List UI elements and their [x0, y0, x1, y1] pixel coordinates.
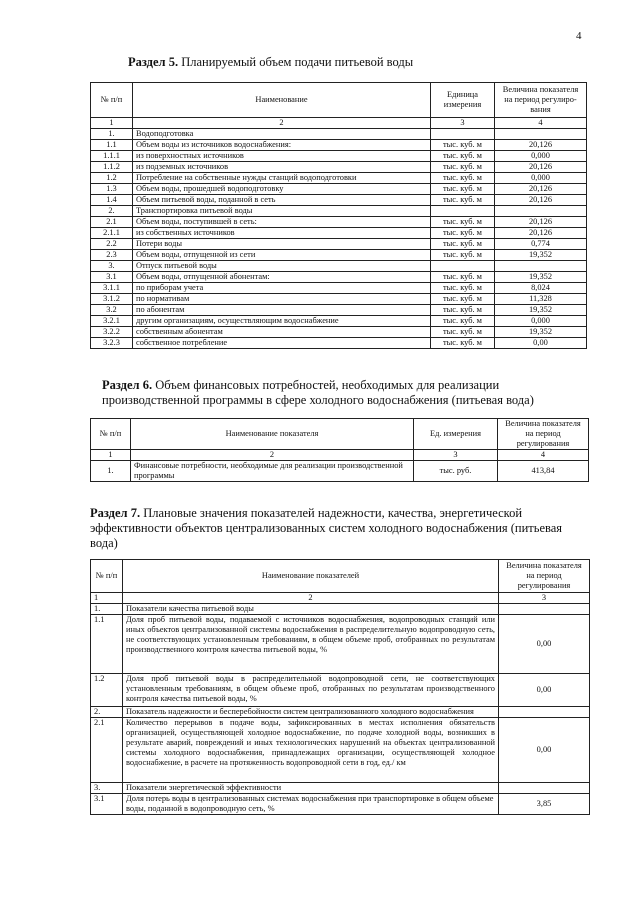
table-row	[91, 283, 587, 294]
row-name: Показатель надежности и бесперебойности систем централизованного холодного водоснабжения	[123, 707, 499, 718]
row-unit: тыс. куб. м	[431, 338, 495, 349]
row-unit: тыс. куб. м	[431, 140, 495, 151]
row-number: 2.1	[91, 217, 133, 228]
table-row	[91, 261, 587, 272]
row-value: 19,352	[495, 305, 587, 316]
column-number: 4	[495, 118, 587, 129]
row-unit: тыс. куб. м	[431, 228, 495, 239]
row-unit: тыс. руб.	[414, 461, 498, 482]
row-name: по нормативам	[133, 294, 431, 305]
row-name: Финансовые потребности, необходимые для реализации производственной программы	[131, 461, 414, 482]
row-number: 3.	[91, 783, 123, 794]
table-row	[91, 140, 587, 151]
row-unit: тыс. куб. м	[431, 195, 495, 206]
table-row	[91, 294, 587, 305]
row-value: 19,352	[495, 250, 587, 261]
column-number: 1	[91, 118, 133, 129]
row-name: Доля проб питьевой воды, подаваемой с источников водоснабжения, водопроводных станций или иных объектов централизованной системы водоснабжения в распределительную водопроводную сеть, не соответствующих установленным требованиям, в общем объеме проб, отобранных по результатам производственного контроля качества питьевой воды, %	[123, 615, 499, 674]
row-value: 20,126	[495, 217, 587, 228]
row-value: 19,352	[495, 272, 587, 283]
row-value: 0,00	[499, 615, 590, 674]
row-number: 2.2	[91, 239, 133, 250]
table-row	[91, 129, 587, 140]
row-name: Показатели качества питьевой воды	[123, 604, 499, 615]
row-name: Объем воды из источников водоснабжения:	[133, 140, 431, 151]
column-number: 2	[123, 593, 499, 604]
row-unit: тыс. куб. м	[431, 283, 495, 294]
section-5-rows	[91, 129, 587, 349]
row-number: 3.2.2	[91, 327, 133, 338]
row-name: Объем воды, отпущенной абонентам:	[133, 272, 431, 283]
column-number: 3	[431, 118, 495, 129]
row-number: 2.1	[91, 718, 123, 783]
row-unit: тыс. куб. м	[431, 250, 495, 261]
table-row	[91, 305, 587, 316]
table-header: Наименование показателей	[123, 560, 499, 593]
table-row	[91, 604, 590, 615]
table-row	[91, 316, 587, 327]
row-unit: тыс. куб. м	[431, 217, 495, 228]
section-7-label: Раздел 7.	[90, 506, 141, 520]
row-value: 20,126	[495, 162, 587, 173]
row-number: 3.1.1	[91, 283, 133, 294]
row-value: 11,328	[495, 294, 587, 305]
row-value	[495, 206, 587, 217]
row-unit: тыс. куб. м	[431, 316, 495, 327]
section-6-title-text: Объем финансовых потребностей, необходимых для реализации производственной программы в сфере холодного водоснабжения (питьевая вода)	[102, 378, 534, 407]
table-header: Величина показателя на период регулирования	[499, 560, 590, 593]
row-unit: тыс. куб. м	[431, 162, 495, 173]
row-number: 3.1	[91, 272, 133, 283]
row-number: 1.1	[91, 140, 133, 151]
row-number: 1.1.1	[91, 151, 133, 162]
row-number: 2.	[91, 206, 133, 217]
page-number: 4	[576, 30, 582, 42]
row-name: Потери воды	[133, 239, 431, 250]
row-unit: тыс. куб. м	[431, 272, 495, 283]
row-number: 1.1	[91, 615, 123, 674]
row-number: 1.	[91, 461, 131, 482]
row-value: 0,00	[499, 718, 590, 783]
row-number: 1.1.2	[91, 162, 133, 173]
row-name: Объем питьевой воды, поданной в сеть	[133, 195, 431, 206]
row-number: 1.3	[91, 184, 133, 195]
row-value: 413,84	[498, 461, 589, 482]
row-unit	[431, 129, 495, 140]
row-value	[499, 604, 590, 615]
row-number: 3.1	[91, 794, 123, 815]
row-unit: тыс. куб. м	[431, 184, 495, 195]
section-6-table	[90, 418, 589, 482]
row-name: Количество перерывов в подаче воды, зафиксированных в местах исполнения обязательств организацией, осуществляющей холодное водоснабжение, по подаче холодной воды, возникших в результате аварий, повреждений и иных технологических нарушений на объектах централизованной системы холодного водоснабжения, принадлежащих организации, осуществляющей холодное водоснабжение, в расчете на протяженность водопроводной сети в год, ед./ км	[123, 718, 499, 783]
row-name: Отпуск питьевой воды	[133, 261, 431, 272]
row-name: Потребление на собственные нужды станций водоподготовки	[133, 173, 431, 184]
row-number: 3.2.1	[91, 316, 133, 327]
row-number: 1.	[91, 604, 123, 615]
row-value	[495, 261, 587, 272]
row-value: 3,85	[499, 794, 590, 815]
row-value: 0,774	[495, 239, 587, 250]
section-6-title	[102, 378, 590, 408]
table-row	[91, 151, 587, 162]
table-row	[91, 162, 587, 173]
row-value: 20,126	[495, 195, 587, 206]
section-7-table	[90, 559, 590, 815]
section-5-table	[90, 82, 587, 349]
row-name: из собственных источников	[133, 228, 431, 239]
row-number: 1.2	[91, 674, 123, 707]
section-7-title-text: Плановые значения показателей надежности, качества, энергетической эффективности объектов централизованных систем холодного водоснабжения (питьевая вода)	[90, 506, 563, 550]
row-name: собственное потребление	[133, 338, 431, 349]
row-name: Объем воды, поступившей в сеть:	[133, 217, 431, 228]
row-name: Доля потерь воды в централизованных системах водоснабжения при транспортировке в общем объеме воды, поданной в водопроводную сеть, %	[123, 794, 499, 815]
row-number: 1.4	[91, 195, 133, 206]
row-unit: тыс. куб. м	[431, 239, 495, 250]
row-value: 8,024	[495, 283, 587, 294]
row-number: 2.3	[91, 250, 133, 261]
table-row	[91, 338, 587, 349]
row-number: 2.1.1	[91, 228, 133, 239]
row-unit: тыс. куб. м	[431, 305, 495, 316]
table-row	[91, 228, 587, 239]
row-name: по приборам учета	[133, 283, 431, 294]
table-header: Наименование	[133, 83, 431, 118]
table-header: № п/п	[91, 560, 123, 593]
row-value	[499, 707, 590, 718]
table-row	[91, 794, 590, 815]
row-unit: тыс. куб. м	[431, 151, 495, 162]
section-7-title	[90, 506, 590, 551]
table-header: Величина показателя на период регулирования	[498, 419, 589, 450]
table-header: Ед. измерения	[414, 419, 498, 450]
row-unit	[431, 261, 495, 272]
row-name: собственным абонентам	[133, 327, 431, 338]
row-value	[499, 783, 590, 794]
section-5-title-text: Планируемый объем подачи питьевой воды	[178, 55, 414, 69]
table-row	[91, 250, 587, 261]
row-name: Водоподготовка	[133, 129, 431, 140]
column-number: 1	[91, 593, 123, 604]
row-unit	[431, 206, 495, 217]
row-unit: тыс. куб. м	[431, 327, 495, 338]
column-number: 2	[131, 450, 414, 461]
column-number: 1	[91, 450, 131, 461]
table-row	[91, 461, 589, 482]
row-value	[495, 129, 587, 140]
table-row	[91, 707, 590, 718]
section-5-label: Раздел 5.	[128, 55, 179, 69]
row-number: 3.2	[91, 305, 133, 316]
section-5-title	[128, 55, 413, 70]
row-number: 3.2.3	[91, 338, 133, 349]
table-header: № п/п	[91, 83, 133, 118]
row-name: Доля проб питьевой воды в распределительной водопроводной сети, не соответствующих установленным требованиям, в общем объеме проб, отобранных по результатам производственного контроля качества питьевой воды, %	[123, 674, 499, 707]
row-value: 19,352	[495, 327, 587, 338]
row-unit: тыс. куб. м	[431, 294, 495, 305]
row-name: Транспортировка питьевой воды	[133, 206, 431, 217]
row-name: Показатели энергетической эффективности	[123, 783, 499, 794]
column-number: 3	[499, 593, 590, 604]
table-row	[91, 217, 587, 228]
row-unit: тыс. куб. м	[431, 173, 495, 184]
row-value: 20,126	[495, 140, 587, 151]
row-number: 1.2	[91, 173, 133, 184]
table-row	[91, 184, 587, 195]
row-name: Объем воды, прошедшей водоподготовку	[133, 184, 431, 195]
row-name: из подземных источников	[133, 162, 431, 173]
table-row	[91, 783, 590, 794]
row-value: 0,000	[495, 151, 587, 162]
table-row	[91, 718, 590, 783]
row-name: из поверхностных источников	[133, 151, 431, 162]
table-row	[91, 195, 587, 206]
row-name: другим организациям, осуществляющим водоснабжение	[133, 316, 431, 327]
section-6-label: Раздел 6.	[102, 378, 153, 392]
table-row	[91, 239, 587, 250]
table-row	[91, 173, 587, 184]
row-name: по абонентам	[133, 305, 431, 316]
row-value: 0,00	[495, 338, 587, 349]
row-name: Объем воды, отпущенной из сети	[133, 250, 431, 261]
table-row	[91, 615, 590, 674]
row-number: 1.	[91, 129, 133, 140]
row-number: 2.	[91, 707, 123, 718]
row-value: 20,126	[495, 228, 587, 239]
row-value: 0,000	[495, 316, 587, 327]
table-header: Единица измерения	[431, 83, 495, 118]
column-number: 3	[414, 450, 498, 461]
table-row	[91, 327, 587, 338]
row-number: 3.1.2	[91, 294, 133, 305]
table-header: № п/п	[91, 419, 131, 450]
table-header: Величина показателя на период регулиро-вания	[495, 83, 587, 118]
column-number: 2	[133, 118, 431, 129]
row-value: 0,000	[495, 173, 587, 184]
table-row	[91, 674, 590, 707]
table-row	[91, 206, 587, 217]
row-number: 3.	[91, 261, 133, 272]
row-value: 20,126	[495, 184, 587, 195]
table-row	[91, 272, 587, 283]
row-value: 0,00	[499, 674, 590, 707]
table-header: Наименование показателя	[131, 419, 414, 450]
column-number: 4	[498, 450, 589, 461]
